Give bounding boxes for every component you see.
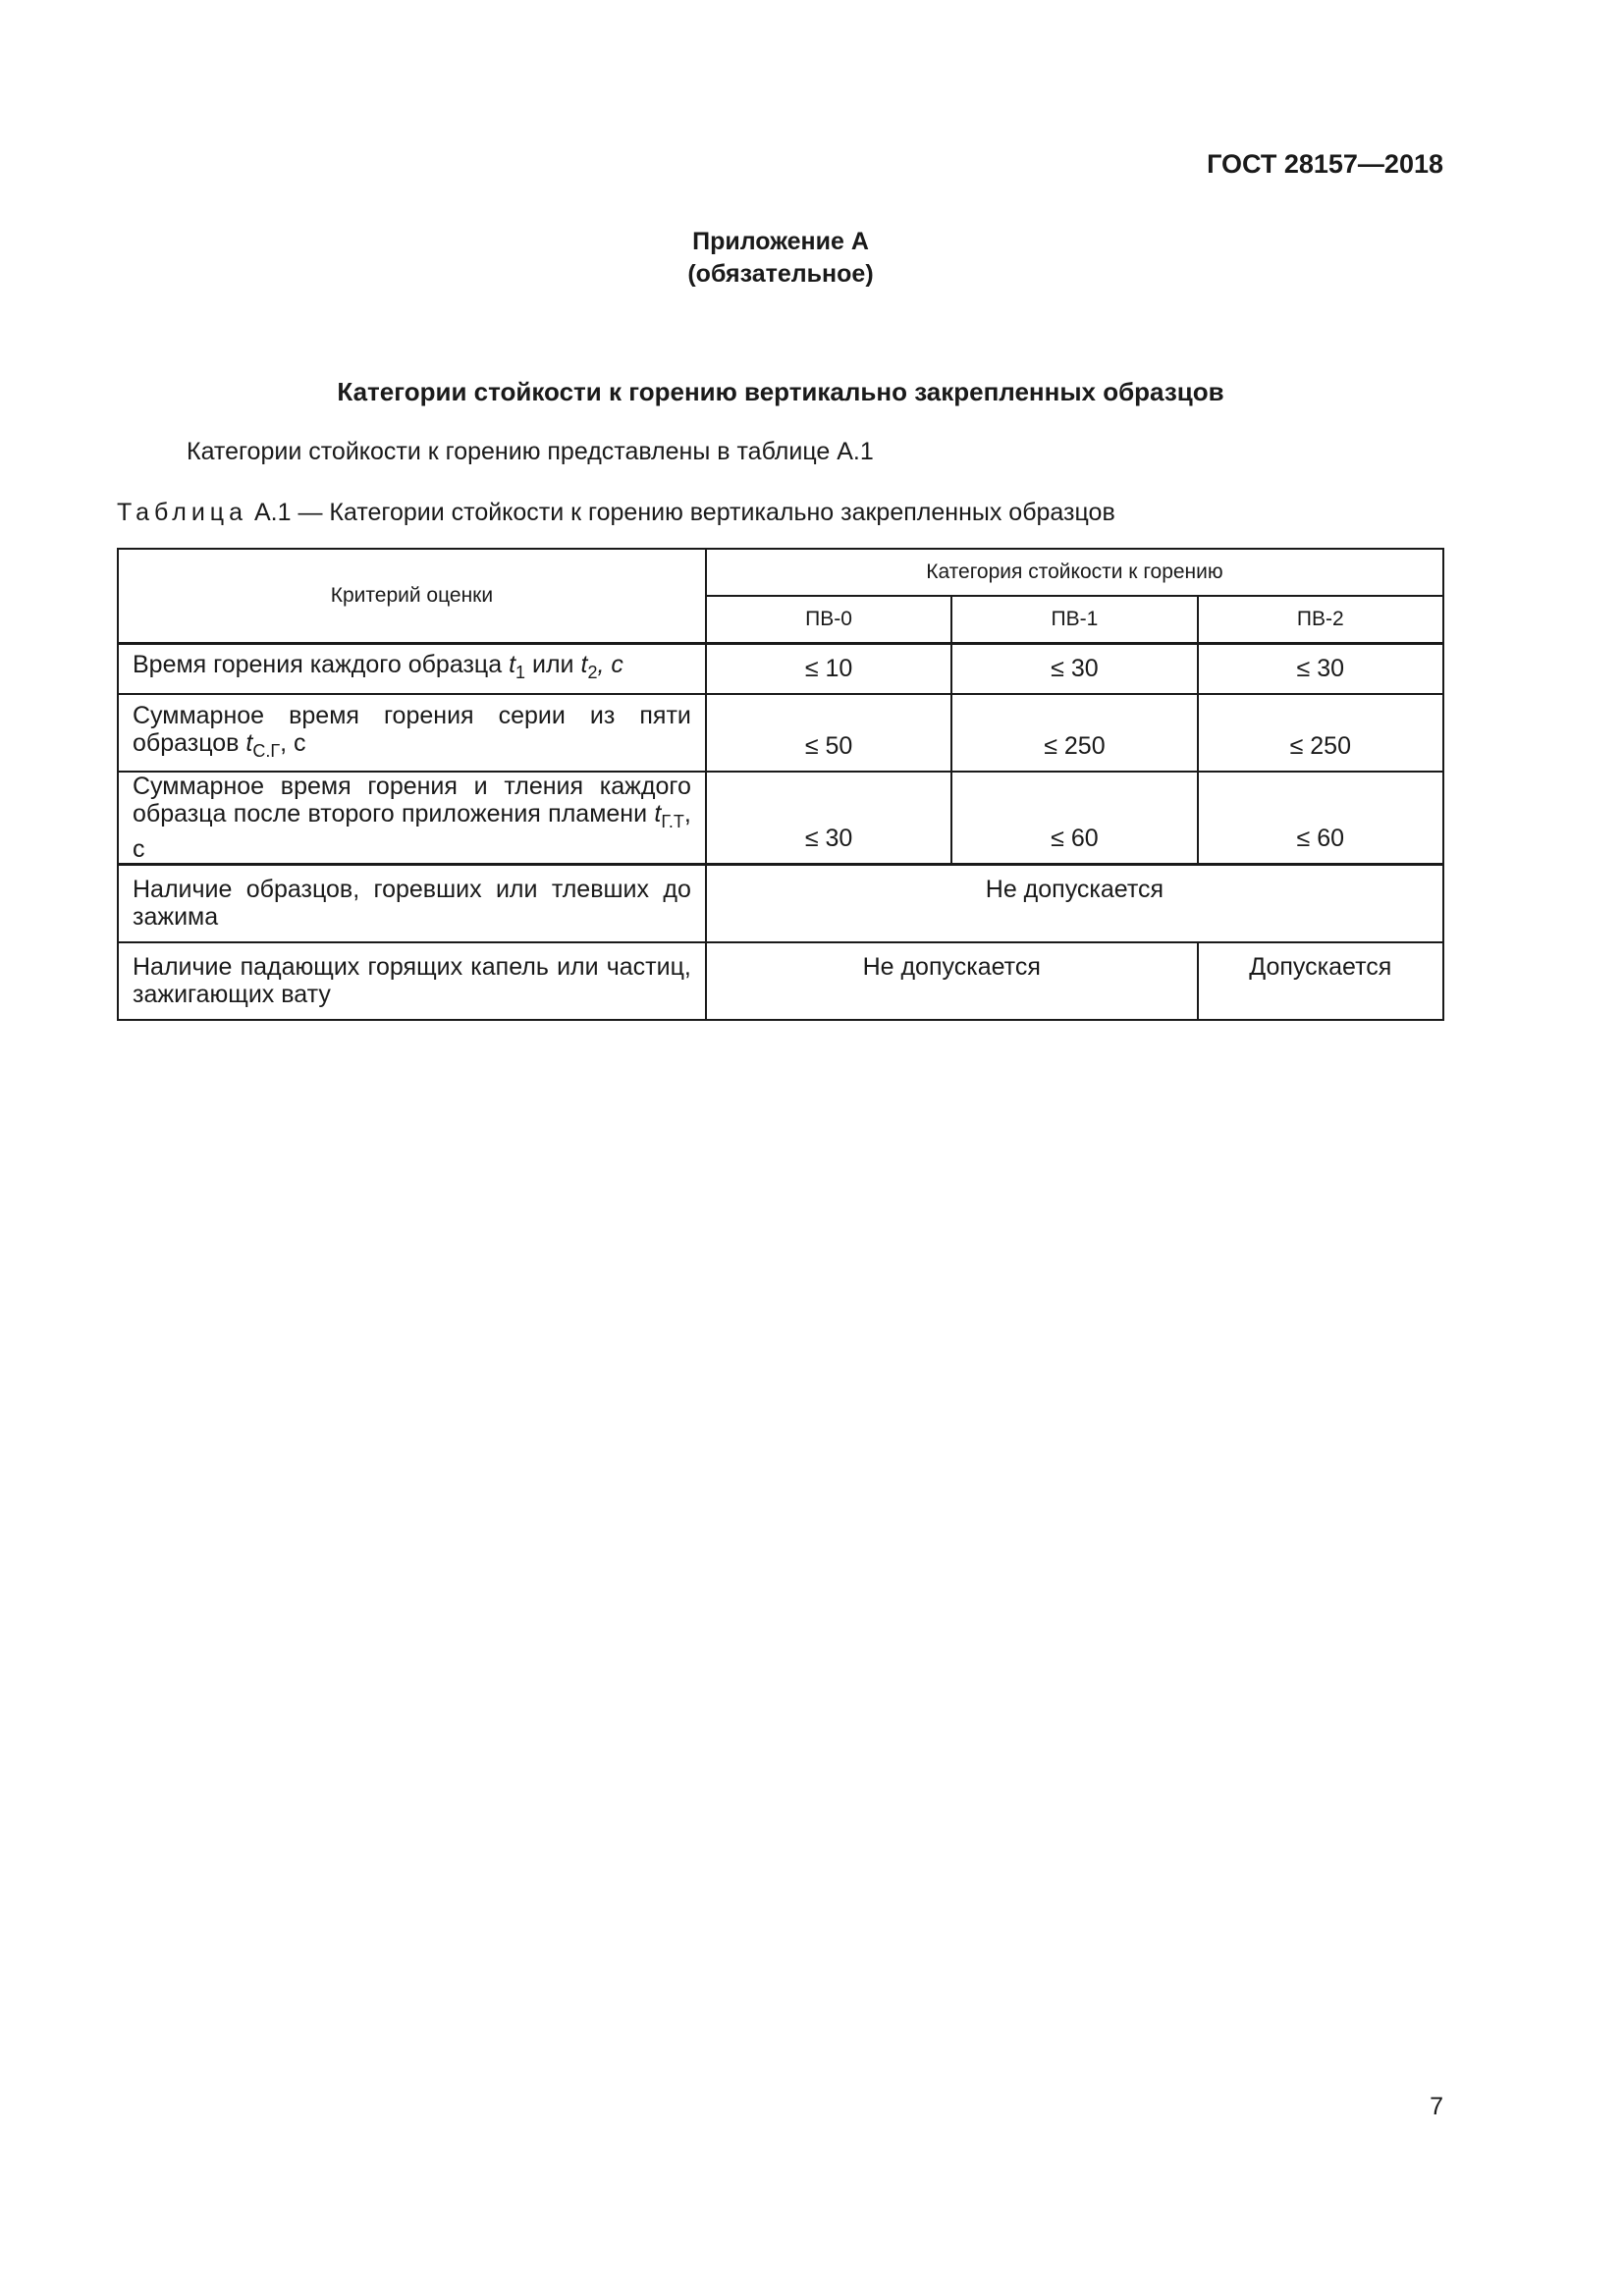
section-title: Категории стойкости к горению вертикально закрепленных образцов (337, 377, 1224, 406)
categories-table (117, 548, 1444, 1021)
value-cell: ≤ 250 (951, 694, 1197, 772)
table-caption-word: Таблица (117, 499, 248, 526)
criterion-cell: Время горения каждого образца $t_1$ или $t_2$, с (118, 643, 706, 694)
criterion-cell: Суммарное время горения серии из пяти образцов $t_{С.Г}$, с (118, 694, 706, 772)
value-cell: ≤ 60 (1198, 772, 1443, 865)
table-row (118, 643, 1443, 694)
criterion-cell: Суммарное время горения и тления каждого образца после второго приложения пламени $t_{Г.Т}$, с (118, 772, 706, 865)
value-cell: ≤ 250 (1198, 694, 1443, 772)
table-caption (117, 499, 1115, 527)
appendix-status: (обязательное) (687, 260, 874, 288)
header-category-pv2: ПВ-2 (1198, 596, 1443, 643)
intro-text: Категории стойкости к горению представлены в таблице А.1 (187, 438, 874, 465)
appendix-heading (0, 226, 1561, 291)
table-caption-rest: А.1 — Категории стойкости к горению вертикально закрепленных образцов (253, 499, 1115, 526)
value-cell: ≤ 60 (951, 772, 1197, 865)
header-category-pv0: ПВ-0 (706, 596, 951, 643)
table-row (118, 865, 1443, 942)
table-row (118, 942, 1443, 1020)
value-cell: ≤ 30 (951, 643, 1197, 694)
appendix-title: Приложение А (692, 228, 869, 255)
value-cell: ≤ 50 (706, 694, 951, 772)
criterion-cell: Наличие падающих горящих капель или частиц, зажигающих вату (118, 942, 706, 1020)
value-cell: ≤ 30 (706, 772, 951, 865)
table-row (118, 772, 1443, 865)
value-cell: Допускается (1198, 942, 1443, 1020)
merged-value-cell: Не допускается (706, 865, 1443, 942)
table-row (118, 694, 1443, 772)
merged-value-cell: Не допускается (706, 942, 1198, 1020)
page-number: 7 (1430, 2093, 1443, 2120)
criterion-cell: Наличие образцов, горевших или тлевших до зажима (118, 865, 706, 942)
standard-code: ГОСТ 28157—2018 (1207, 149, 1443, 179)
value-cell: ≤ 10 (706, 643, 951, 694)
header-criteria: Критерий оценки (118, 549, 706, 643)
header-category-pv1: ПВ-1 (951, 596, 1197, 643)
value-cell: ≤ 30 (1198, 643, 1443, 694)
header-category-group: Категория стойкости к горению (706, 549, 1443, 596)
